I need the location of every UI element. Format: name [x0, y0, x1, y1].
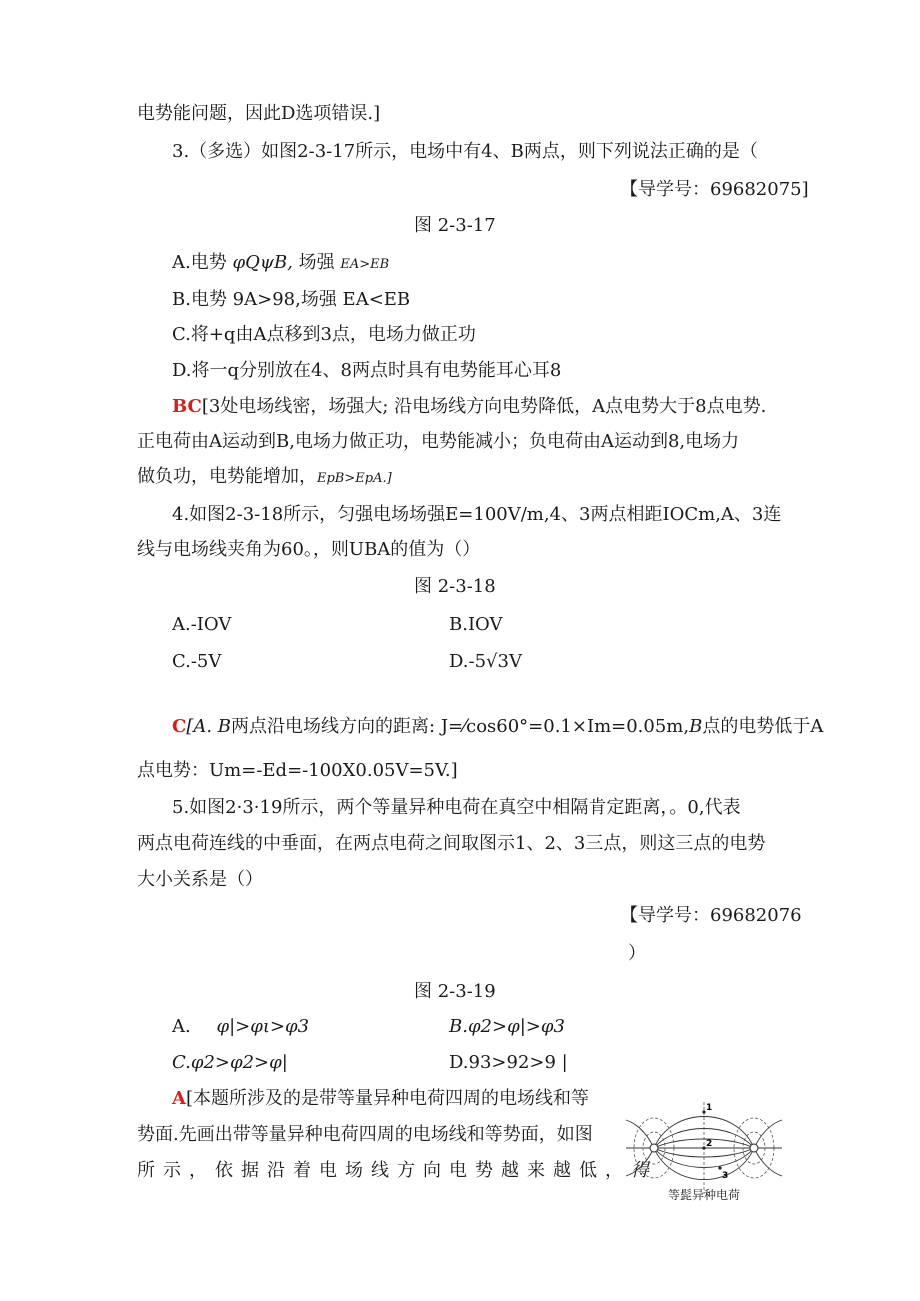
answer-line — [172, 1087, 589, 1111]
answer-text: 两点沿电场线方向的距离: J=⁄cos60°=0.1×Im=0.05m, — [231, 716, 690, 737]
question-5-stem: 两点电荷连线的中垂面，在两点电荷之间取图示1、2、3三点，则这三点的电势 — [137, 833, 766, 854]
text-line: 电势能问题，因此D选项错误.] — [137, 103, 381, 124]
answer-text: B — [689, 716, 703, 737]
answer-line — [172, 395, 766, 419]
guide-number: 【导学号：69682076 — [620, 905, 802, 926]
question-4-stem: 线与电场线夹角为60。，则UBA的值为（） — [137, 539, 481, 560]
answer-line — [137, 1159, 649, 1183]
figure-caption: 等髭异种电荷 — [667, 1188, 740, 1202]
figure-point-label: 1 — [706, 1103, 713, 1113]
answer-text: [本题所涉及的是带等量异种电荷四周的电场线和等 — [185, 1088, 589, 1109]
option-b: B.IOV — [449, 614, 503, 635]
option-a-potential: φQψB, — [232, 252, 293, 273]
answer-text: [A. B — [186, 716, 232, 737]
option-a-field-value: EA>EB — [340, 257, 390, 272]
question-5-stem: 大小关系是（） — [137, 869, 263, 890]
question-5-stem: 5.如图2·3·19所示，两个等量异种电荷在真空中相隔肯定距离，。0,代表 — [172, 797, 741, 818]
answer-letter: BC — [172, 396, 202, 417]
option-a — [172, 1015, 309, 1039]
option-c: C.φ2>φ2>φ| — [172, 1052, 288, 1073]
option-a-field: 场强 — [298, 252, 335, 273]
guide-number-close: ） — [628, 943, 646, 964]
answer-formula: EpB>EpA.] — [317, 471, 392, 486]
option-a: A.-IOV — [172, 614, 232, 635]
option-c: C.-5V — [172, 651, 222, 672]
figure-point-label: 3 — [722, 1171, 729, 1181]
answer-text: 做负功，电势能增加， — [137, 466, 317, 487]
answer-line — [137, 465, 392, 491]
option-d: D.93>92>9 | — [449, 1052, 568, 1073]
option-a — [172, 251, 389, 277]
answer-letter: C — [172, 716, 187, 737]
figure-label: 图 2-3-19 — [414, 981, 496, 1002]
answer-letter: A — [172, 1088, 186, 1109]
option-c: C.将+q由A点移到3点，电场力做正功 — [172, 324, 476, 345]
positive-charge — [650, 1144, 658, 1152]
negative-charge — [750, 1144, 758, 1152]
figure-point-label: 2 — [706, 1139, 713, 1149]
answer-text: 点的电势低于A — [702, 716, 824, 737]
answer-text: 得 — [631, 1160, 649, 1181]
answer-line: 正电荷由A运动到B,电场力做正功，电势能减小；负电荷由A运动到8,电场力 — [137, 431, 740, 452]
answer-text: [3处电场线密，场强大; 沿电场线方向电势降低，A点电势大于8点电势. — [201, 396, 767, 417]
question-3-stem: 3.（多选）如图2-3-17所示，电场中有4、B两点，则下列说法正确的是（ — [172, 141, 758, 162]
answer-line: 势面.先画出带等量异种电荷四周的电场线和等势面，如图 — [137, 1124, 593, 1145]
figure-label: 图 2-3-18 — [414, 576, 496, 597]
option-a-prefix: A.电势 — [172, 252, 227, 273]
question-4-stem: 4.如图2-3-18所示，匀强电场场强E=100V/m,4、3两点相距IOCm,A、3连 — [172, 504, 782, 525]
guide-number: 【导学号：69682075] — [620, 179, 809, 200]
answer-line — [172, 715, 823, 739]
answer-text: 所示，依据沿着电场线方向电势越来越低， — [137, 1160, 631, 1181]
option-a-text: φ|>φι>φ3 — [216, 1016, 310, 1037]
figure-label: 图 2-3-17 — [414, 215, 496, 236]
answer-line: 点电势：Um=-Ed=-100X0.05V=5V.] — [137, 760, 458, 781]
option-b: B.φ2>φ|>φ3 — [449, 1016, 565, 1037]
option-d: D.将一q分别放在4、8两点时具有电势能耳心耳8 — [172, 360, 562, 381]
option-a-prefix: A. — [172, 1016, 191, 1037]
option-b: B.电势 9A>98,场强 EA<EB — [172, 289, 411, 310]
option-d: D.-5√3V — [449, 651, 522, 672]
